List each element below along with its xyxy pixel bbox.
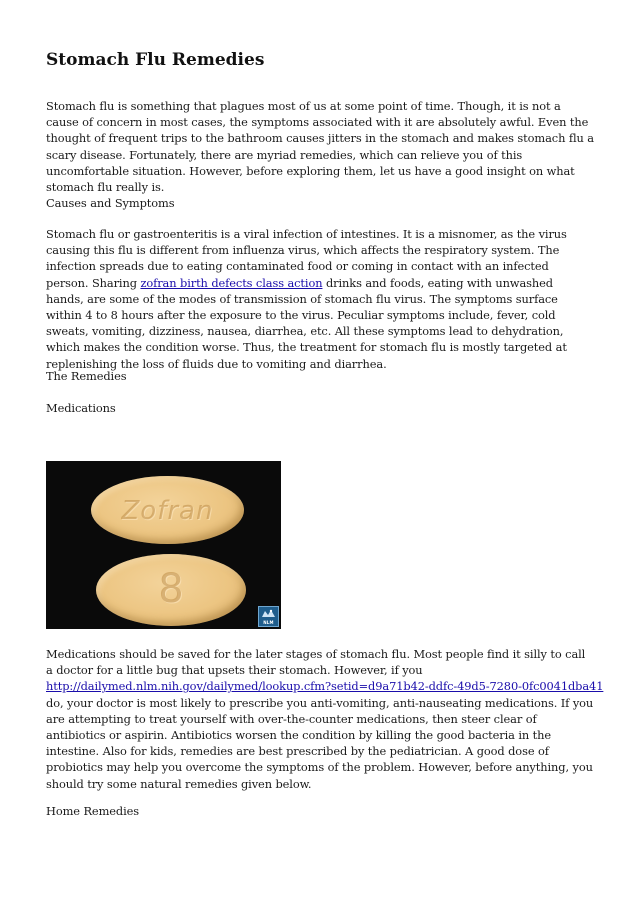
medications-paragraph (46, 646, 604, 792)
zofran-pill-image (46, 461, 281, 629)
page-title: Stomach Flu Remedies (46, 50, 265, 70)
causes-text-before-link: Stomach flu or gastroenteritis is a viral infection of intestines. It is a misnomer, as the virus causing this flu is different from influenza virus, which affects the respiratory system. The infection spreads due to eating contaminated food or coming in contact with an infected person. Sharing (46, 227, 567, 290)
causes-text-after-link: drinks and foods, eating with unwashed hands, are some of the modes of transmission of stomach flu virus. The symptoms surface within 4 to 8 hours after the exposure to the virus. Peculiar symptoms include, fever, cold sweats, vomiting, dizziness, nausea, diarrhea, etc. All these symptoms lead to dehydration, which makes the condition worse. Thus, the treatment for stomach flu is mostly targeted at replenishing the loss of fluids due to vomiting and diarrhea. (46, 275, 567, 371)
pill-imprint-top: Zofran (121, 496, 214, 526)
dailymed-link[interactable]: http://dailymed.nlm.nih.gov/dailymed/lookup.cfm?setid=d9a71b42-ddfc-49d5-7280-0fc0041dba41 (46, 679, 604, 694)
pill-top (91, 476, 244, 544)
medications-text-after-link: do, your doctor is most likely to prescribe you anti-vomiting, anti-nauseating medications. If you are attempting to treat yourself with over-the-counter medications, then steer clear of antibiotics or aspirin. Antibiotics worsen the condition by killing the good bacteria in the intestine. Also for kids, remedies are best prescribed by the pediatrician. A good dose of probiotics may help you overcome the symptoms of the problem. However, before anything, you should try some natural remedies given below. (46, 695, 594, 791)
causes-heading: Causes and Symptoms (46, 196, 175, 210)
zofran-class-action-link[interactable]: zofran birth defects class action (140, 275, 323, 290)
pill-imprint-bottom: 8 (158, 566, 184, 612)
causes-paragraph (46, 226, 594, 372)
remedies-heading: The Remedies (46, 369, 127, 383)
nlm-badge-text: NLM (263, 620, 274, 625)
pill-bottom (96, 554, 246, 626)
medications-heading: Medications (46, 401, 116, 415)
nlm-emblem-icon (261, 608, 276, 619)
nlm-logo-icon (258, 606, 279, 627)
home-remedies-heading: Home Remedies (46, 804, 140, 818)
intro-paragraph: Stomach flu is something that plagues most of us at some point of time. Though, it is not a cause of concern in most cases, the symptoms associated with it are absolutely awful. Even the thought of frequent trips to the bathroom causes jitters in the stomach and makes stomach flu a scary disease. Fortunately, there are myriad remedies, which can relieve you of this uncomfortable situation. However, before exploring them, let us have a good insight on what stomach flu really is. (46, 99, 594, 195)
medications-text-before-link: Medications should be saved for the later stages of stomach flu. Most people find it silly to call a doctor for a little bug that upsets their stomach. However, if you (46, 647, 586, 678)
